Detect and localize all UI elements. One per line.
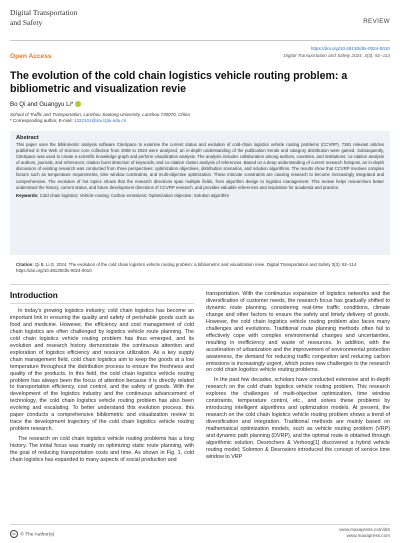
abstract-text: This paper uses the bibliometric analysis software CiteSpace to examine the current status and evolution of cold-chain logistics vehicle routing problems (CCVRP). 7381 relevant articles published in the Web of Science core collection from 2008 to 2024 were analyzed, an in-depth understanding of the publication trends and category distribution were gained. Subsequently, CiteSpace was used to create a scientific knowledge graph and perform visualization analysis. The analysis includes collaboration among authors, countries, and institutions; co-citation analysis of authors, journals, and references; citation burst detection of keywords; and co-citation cluster analysis of references. Based on a deep understanding of current research hotspots, an in-depth discussion of existing research was conducted from three perspectives: optimization objectives, distribution scenarios, and solution algorithms. The results show that CCVRP involves complex factors such as temperature requirements, time window constraints, and multi-objective optimization. These intricate constraints are causing research to become increasingly integrated and comprehensive. The evolution of hot topics shows that the research directions span multiple fields, from algorithm design to logistics management. This review helps researchers better understand the history, current status, and future development directions of CCVRP research, and provides valuable references and inspiration for academia and practice. xyxy=(16,142,384,190)
journal-title-line1: Digital Transportation xyxy=(10,8,78,17)
correspondence-email-link[interactable]: 1322101@stu.lzjtu.edu.cn xyxy=(74,118,127,124)
journal-citation-line: Digital Transportation and Safety 2024, 3(3): 92−114 xyxy=(283,53,390,58)
affiliation-text: School of Traffic and Transportation, Lanzhou Jiaotong University, Lanzhou 730070, China xyxy=(10,112,190,117)
affiliation-block xyxy=(10,112,390,125)
keywords-label: Keywords: xyxy=(16,192,39,198)
correspondence-line xyxy=(10,118,390,124)
citation-label: Citation: xyxy=(16,262,34,267)
doi-link[interactable]: https://doi.org/10.48130/dts-0024-0010 xyxy=(310,46,390,51)
article-title: The evolution of the cold chain logistics vehicle routing problem: a bibliometric and visualization revie xyxy=(10,70,348,96)
journal-title-line2: and Safety xyxy=(10,17,43,27)
open-access-badge: Open Access xyxy=(10,53,52,60)
citation-box xyxy=(10,259,390,285)
doi-block xyxy=(284,45,390,59)
article-meta-row xyxy=(10,45,390,63)
intro-paragraph: The research on cold chain logistics vehicle routing problems has a long history. The initial focus was mainly on optimizing static route planning, with the goal of reducing transportation costs and time. As shown in Fig. 1, cold chain logistics has expanded to many aspects of social production and xyxy=(10,436,194,464)
header-divider xyxy=(10,40,390,41)
correspondence-label: * Corresponding author, E-mail: xyxy=(10,118,75,124)
citation-text: Qi B, Li G. 2024. The evolution of the cold chain logistics vehicle routing problem: a bibliometric and visualization revie. Digital Transportation and Safety 3(3): 92−114 https://doi.org/10.48130/dts-0024-0010 xyxy=(16,262,357,273)
intro-paragraph: transportation. With the continuous expansion of logistics networks and the diversification of customer needs, the research focus has gradually shifted to dynamic route planning, considering real-time traffic conditions, climate change and other factors to ensure the safety and timely delivery of goods. However, the cold chain logistics vehicle routing problem also faces many challenges and evolutions. Traditional route planning methods often fail to effectively cope with complex environmental changes and uncertainties, resulting in inefficiency and waste of resources. In addition, with the acceleration of urbanization and the improvement of environmental protection awareness, the demand for reducing traffic congestion and reducing carbon emissions is increasingly urgent, which poses new challenges to the research on cold chain logistics vehicle routing problems. xyxy=(206,291,390,374)
introduction-heading: Introduction xyxy=(10,291,194,304)
footer-links xyxy=(339,527,390,539)
body-left-column xyxy=(10,291,194,467)
orcid-icon[interactable] xyxy=(75,101,81,107)
creative-commons-icon: cc xyxy=(10,530,18,538)
copyright-notice xyxy=(10,530,54,538)
keywords-line xyxy=(16,193,384,199)
copyright-text: © The Author(s) xyxy=(20,532,55,538)
footer-site-link[interactable]: www.maxapress.com/dts xyxy=(339,527,390,532)
author-list xyxy=(10,101,81,108)
abstract-heading: Abstract xyxy=(16,135,39,141)
article-type-label: REVIEW xyxy=(363,18,390,25)
footer-publisher-link[interactable]: www.maxapress.com xyxy=(346,533,390,539)
intro-paragraph: In the past few decades, scholars have conducted extensive and in-depth research on the cold chain logistics vehicle routing problem. This research explores the challenges of multi-objective optimization, time window constraints, temperature control, etc., and solves these problems by introducing intelligent algorithms and optimization models. At present, the research on the cold chain logistics vehicle routing problem shows a trend of diversification and integration. Traditional methods are mainly based on mathematical optimization models, such as vehicle routing problem (VRP) and dynamic path planning (DVRP), and the optimal route is obtained through algorithmic solution. Desrochers & Verhoog[1] discovered a hybrid vehicle routing model; Solomon & Desrosiers introduced the concept of service time window to VRP xyxy=(206,377,390,460)
body-right-column xyxy=(206,291,390,464)
authors-text: Bo Qi and Guangyu Li* xyxy=(10,101,74,108)
body-columns xyxy=(10,291,390,523)
page-footer xyxy=(10,524,390,540)
abstract-box xyxy=(10,131,390,255)
journal-title xyxy=(10,8,390,27)
keywords-text: Cold chain logistics; Vehicle routing; Carbon emissions; Optimization objective; Solution algorithm xyxy=(39,192,230,198)
journal-header xyxy=(10,8,390,38)
intro-paragraph: In today's growing logistics industry, cold chain logistics has become an important link in ensuring the quality and safety of perishable goods such as food and medicine. However, the efficiency and cost management of cold chain logistics are often challenged by logistics vehicle route planning. The cold chain logistics vehicle routing problem has thus emerged, and its evolution and research history demonstrate the continuous attention and exploration of logistics efficiency and resource utilization. As a key supply chain management field, cold chain logistics aim to keep the goods at a low temperature throughout the distribution process to ensure the freshness and quality of the products. In this field, the cold chain logistics vehicle routing problem has always been the focus of attention because it is directly related to transportation efficiency, cost control, and the safety of goods. With the development of the logistics industry and the continuous advancement of technology, the cold chain logistics vehicle routing problem has also been evolving and escalating. To better understand this evolution process, this paper conducts a comprehensive bibliometric and visualization review to trace the development trajectory of the cold chain logistics vehicle routing problem research. xyxy=(10,308,194,433)
